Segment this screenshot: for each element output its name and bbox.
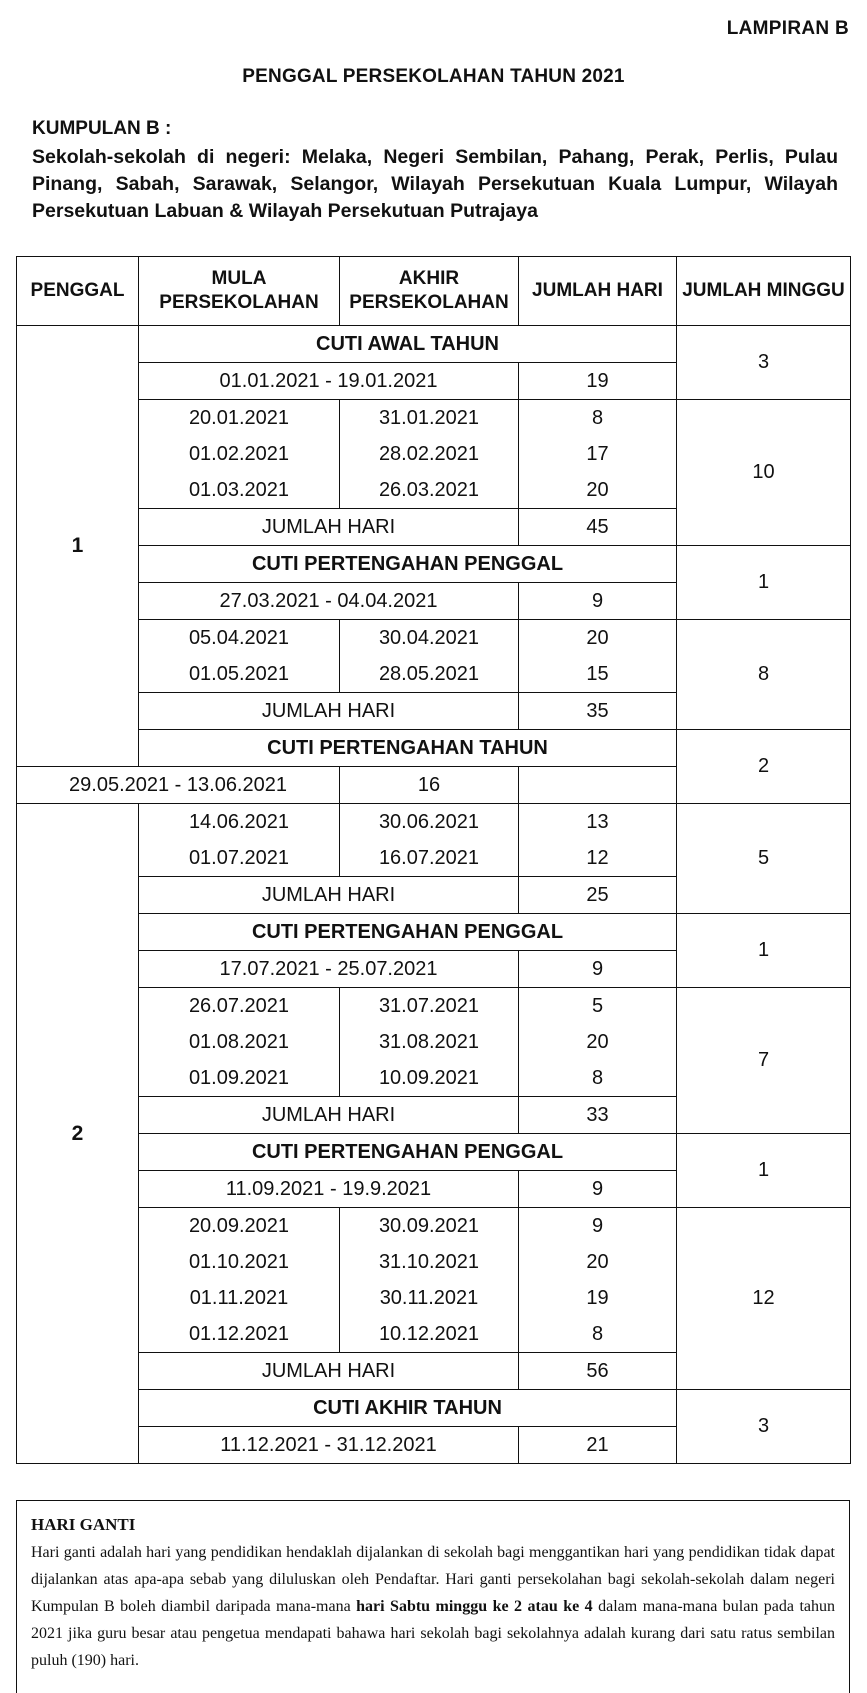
cuti-awal-range: 01.01.2021 - 19.01.2021	[139, 363, 519, 400]
table-row	[17, 1208, 851, 1245]
block5-hari: 9	[519, 1208, 677, 1245]
table-row	[17, 1390, 851, 1427]
cuti-pt-days: 16	[340, 767, 519, 804]
page-title: PENGGAL PERSEKOLAHAN TAHUN 2021	[242, 66, 625, 87]
block4-weeks: 7	[677, 988, 851, 1134]
cuti-awal-days: 19	[519, 363, 677, 400]
block3-mula: 14.06.2021	[139, 804, 340, 841]
block3-akhir: 16.07.2021	[340, 840, 519, 877]
school-term-table	[16, 256, 851, 1464]
block1-weeks: 10	[677, 400, 851, 546]
cuti-pp1-range: 27.03.2021 - 04.04.2021	[139, 583, 519, 620]
block3-hari: 13	[519, 804, 677, 841]
cuti-pp3-range: 11.09.2021 - 19.9.2021	[139, 1171, 519, 1208]
cuti-pp1-weeks: 1	[677, 546, 851, 620]
block4-hari: 5	[519, 988, 677, 1025]
cuti-pp2-weeks: 1	[677, 914, 851, 988]
block5-mula: 01.12.2021	[139, 1316, 340, 1353]
cuti-akhir-label: CUTI AKHIR TAHUN	[139, 1390, 677, 1427]
lampiran-label: LAMPIRAN B	[726, 18, 849, 39]
header-mula: MULA PERSEKOLAHAN	[139, 257, 340, 326]
block4-hari: 20	[519, 1024, 677, 1060]
cuti-akhir-days: 21	[519, 1427, 677, 1464]
block1-akhir: 26.03.2021	[340, 472, 519, 509]
block1-hari: 8	[519, 400, 677, 437]
header-jumlah-hari: JUMLAH HARI	[519, 257, 677, 326]
block3-total-label: JUMLAH HARI	[139, 877, 519, 914]
cuti-akhir-weeks: 3	[677, 1390, 851, 1464]
cuti-akhir-range: 11.12.2021 - 31.12.2021	[139, 1427, 519, 1464]
block5-hari: 19	[519, 1280, 677, 1316]
note-heading: HARI GANTI	[31, 1515, 136, 1534]
block3-akhir: 30.06.2021	[340, 804, 519, 841]
cuti-awal-weeks: 3	[677, 326, 851, 400]
block2-mula: 01.05.2021	[139, 656, 340, 693]
block4-total: 33	[519, 1097, 677, 1134]
block4-total-label: JUMLAH HARI	[139, 1097, 519, 1134]
block1-hari: 17	[519, 436, 677, 472]
header-penggal: PENGGAL	[17, 257, 139, 326]
table-row	[17, 546, 851, 583]
block4-akhir: 31.07.2021	[340, 988, 519, 1025]
note-text-part-1: Hari ganti adalah hari yang pendidikan hendaklah dijalankan di sekolah bagi menggantikan hari yang pendidikan tidak dapat dijalankan atas apa-apa sebab yang diluluskan oleh Pendaftar. Hari ganti persekolahan bagi sekolah-sekolah dalam negeri Kumpulan B boleh diambil daripada mana-mana	[31, 1544, 835, 1615]
table-row	[17, 1134, 851, 1171]
block1-mula: 01.02.2021	[139, 436, 340, 472]
block5-akhir: 30.09.2021	[340, 1208, 519, 1245]
block1-total: 45	[519, 509, 677, 546]
block1-mula: 01.03.2021	[139, 472, 340, 509]
cuti-pp2-days: 9	[519, 951, 677, 988]
block1-akhir: 31.01.2021	[340, 400, 519, 437]
block5-mula: 01.11.2021	[139, 1280, 340, 1316]
note-text-bold: hari Sabtu minggu ke 2 atau ke 4	[356, 1598, 593, 1615]
table-row	[17, 620, 851, 657]
block1-mula: 20.01.2021	[139, 400, 340, 437]
block2-akhir: 28.05.2021	[340, 656, 519, 693]
note-text	[31, 1539, 835, 1674]
block5-akhir: 31.10.2021	[340, 1244, 519, 1280]
block5-akhir: 30.11.2021	[340, 1280, 519, 1316]
cuti-pt-label: CUTI PERTENGAHAN TAHUN	[139, 730, 677, 767]
penggal-2-cell: 2	[17, 804, 139, 1464]
cuti-awal-label: CUTI AWAL TAHUN	[139, 326, 677, 363]
group-label: KUMPULAN B :	[32, 118, 172, 139]
cuti-pp2-label: CUTI PERTENGAHAN PENGGAL	[139, 914, 677, 951]
block1-hari: 20	[519, 472, 677, 509]
cuti-pt-weeks: 2	[677, 730, 851, 804]
cuti-pp3-weeks: 1	[677, 1134, 851, 1208]
table-row	[17, 804, 851, 841]
block2-hari: 20	[519, 620, 677, 657]
block5-mula: 01.10.2021	[139, 1244, 340, 1280]
table-row	[17, 730, 851, 767]
block5-mula: 20.09.2021	[139, 1208, 340, 1245]
block3-weeks: 5	[677, 804, 851, 914]
hari-ganti-note	[16, 1500, 850, 1693]
cuti-pp1-days: 9	[519, 583, 677, 620]
block5-total: 56	[519, 1353, 677, 1390]
block5-hari: 8	[519, 1316, 677, 1353]
cuti-pp2-range: 17.07.2021 - 25.07.2021	[139, 951, 519, 988]
block5-akhir: 10.12.2021	[340, 1316, 519, 1353]
block2-total-label: JUMLAH HARI	[139, 693, 519, 730]
block5-hari: 20	[519, 1244, 677, 1280]
header-akhir: AKHIR PERSEKOLAHAN	[340, 257, 519, 326]
penggal-1-cell: 1	[17, 326, 139, 767]
table-row	[17, 988, 851, 1025]
block2-mula: 05.04.2021	[139, 620, 340, 657]
block4-akhir: 10.09.2021	[340, 1060, 519, 1097]
table-row	[17, 914, 851, 951]
cuti-pp3-days: 9	[519, 1171, 677, 1208]
block1-total-label: JUMLAH HARI	[139, 509, 519, 546]
block5-total-label: JUMLAH HARI	[139, 1353, 519, 1390]
cuti-pt-range: 29.05.2021 - 13.06.2021	[17, 767, 340, 804]
block4-mula: 01.09.2021	[139, 1060, 340, 1097]
cuti-pp3-label: CUTI PERTENGAHAN PENGGAL	[139, 1134, 677, 1171]
intro-paragraph: Sekolah-sekolah di negeri: Melaka, Negeri Sembilan, Pahang, Perak, Perlis, Pulau Pinang, Sabah, Sarawak, Selangor, Wilayah Persekutuan Kuala Lumpur, Wilayah Persekutuan Labuan & Wilayah Persekutuan Putrajaya	[32, 146, 838, 222]
block1-akhir: 28.02.2021	[340, 436, 519, 472]
block4-mula: 01.08.2021	[139, 1024, 340, 1060]
note-text-part-2: dalam mana-mana bulan pada tahun 2021 jika guru besar atau pengetua mendapati bahawa hari sekolah bagi sekolahnya adalah kurang dari satu ratus sembilan puluh (190) hari.	[31, 1598, 836, 1669]
block2-akhir: 30.04.2021	[340, 620, 519, 657]
header-jumlah-minggu: JUMLAH MINGGU	[677, 257, 851, 326]
block3-hari: 12	[519, 840, 677, 877]
block3-mula: 01.07.2021	[139, 840, 340, 877]
table-row	[17, 400, 851, 437]
table-header-row	[17, 257, 851, 326]
block2-weeks: 8	[677, 620, 851, 730]
block5-weeks: 12	[677, 1208, 851, 1390]
block2-hari: 15	[519, 656, 677, 693]
cuti-pp1-label: CUTI PERTENGAHAN PENGGAL	[139, 546, 677, 583]
block4-akhir: 31.08.2021	[340, 1024, 519, 1060]
table-row	[17, 326, 851, 363]
block2-total: 35	[519, 693, 677, 730]
block3-total: 25	[519, 877, 677, 914]
block4-hari: 8	[519, 1060, 677, 1097]
block4-mula: 26.07.2021	[139, 988, 340, 1025]
